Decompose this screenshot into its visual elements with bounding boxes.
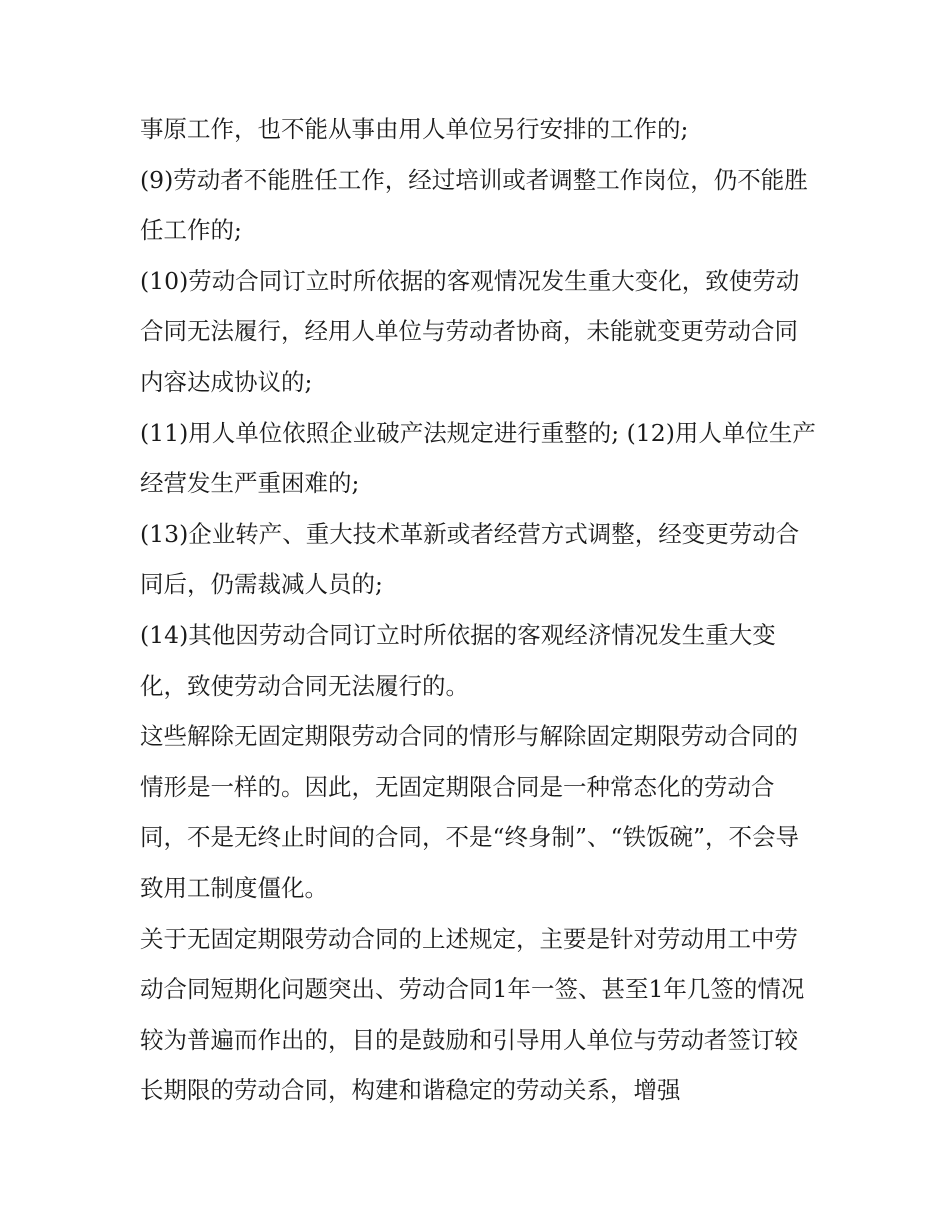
paragraph-item-14: (14)其他因劳动合同订立时所依据的客观经济情况发生重大变化，致使劳动合同无法履行的。	[140, 620, 776, 700]
paragraph-summary: 这些解除无固定期限劳动合同的情形与解除固定期限劳动合同的情形是一样的。因此，无固定期限合同是一种常态化的劳动合同，不是无终止时间的合同，不是“终身制”、“铁饭碗”，不会导致用工制度僵化。	[140, 722, 800, 902]
paragraph-item-9: (9)劳动者不能胜任工作，经过培训或者调整工作岗位，仍不能胜任工作的;	[140, 165, 808, 245]
paragraph-continuation: 事原工作，也不能从事由用人单位另行安排的工作的;	[140, 115, 689, 143]
paragraph-item-11-12: (11)用人单位依照企业破产法规定进行重整的; (12)用人单位生产经营发生严重困难的;	[140, 418, 816, 498]
document-body	[140, 104, 820, 1116]
paragraph-item-13: (13)企业转产、重大技术革新或者经营方式调整，经变更劳动合同后，仍需裁减人员的;	[140, 519, 800, 599]
paragraph-item-10: (10)劳动合同订立时所依据的客观情况发生重大变化，致使劳动合同无法履行，经用人单位与劳动者协商，未能就变更劳动合同内容达成协议的;	[140, 266, 800, 396]
paragraph-rationale: 关于无固定期限劳动合同的上述规定，主要是针对劳动用工中劳动合同短期化问题突出、劳动合同1年一签、甚至1年几签的情况较为普遍而作出的，目的是鼓励和引导用人单位与劳动者签订较长期限的劳动合同，构建和谐稳定的劳动关系，增强	[140, 924, 805, 1105]
